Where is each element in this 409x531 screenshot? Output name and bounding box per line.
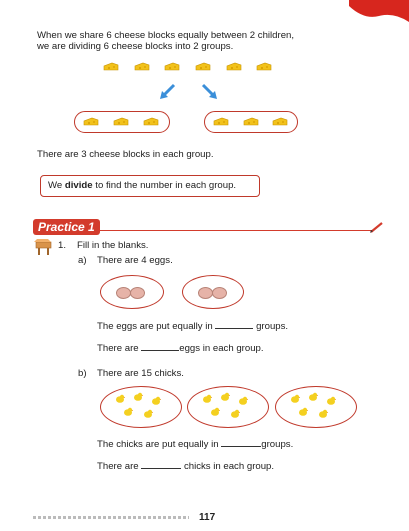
part-b-line-1 [97, 438, 293, 451]
cheese-icon [195, 62, 211, 71]
part-a-line-1-post: groups. [256, 321, 289, 332]
cheese-icon [113, 117, 129, 126]
divide-statement [48, 180, 236, 192]
egg-icon [212, 287, 227, 299]
chick-icon [143, 409, 153, 418]
part-b-statement: There are 15 chicks. [97, 368, 184, 379]
part-b-line-1-pre: The chicks are put equally in [97, 439, 219, 450]
practice-rule [100, 230, 374, 231]
practice-title: Practice 1 [33, 219, 100, 235]
result-text: There are 3 cheese blocks in each group. [37, 149, 214, 160]
cheese-group-right [204, 111, 298, 133]
part-b-line-2-pre: There are [97, 461, 139, 472]
chick-icon [298, 407, 308, 416]
chick-group-2 [187, 386, 269, 428]
blank-each-group-b[interactable] [141, 460, 181, 469]
intro-line-1: When we share 6 cheese blocks equally between 2 children, [37, 30, 295, 41]
blank-each-group-a[interactable] [141, 342, 179, 351]
question-number: 1. [58, 240, 67, 251]
page-number: 117 [199, 512, 216, 523]
part-b-line-2 [97, 460, 274, 473]
chick-icon [115, 394, 125, 403]
part-a-line-2-pre: There are [97, 343, 139, 354]
part-b-line-2-post: chicks in each group. [183, 461, 275, 472]
part-b-line-1-post: groups. [261, 439, 294, 450]
blank-groups-a[interactable] [215, 320, 253, 329]
pencil-icon [370, 221, 384, 233]
question-instruction: Fill in the blanks. [77, 240, 149, 251]
cheese-icon [256, 62, 272, 71]
cheese-icon [143, 117, 159, 126]
chick-icon [238, 396, 248, 405]
egg-group-1 [100, 275, 164, 309]
divide-pre: We [48, 180, 65, 191]
blank-groups-b[interactable] [221, 438, 261, 447]
cheese-icon [213, 117, 229, 126]
chick-icon [202, 394, 212, 403]
chick-icon [326, 396, 336, 405]
chick-group-3 [275, 386, 357, 428]
divide-box [40, 175, 260, 197]
cheese-icon [164, 62, 180, 71]
part-a-line-2 [97, 342, 264, 355]
cheese-icon [226, 62, 242, 71]
chick-icon [133, 392, 143, 401]
cheese-icon [243, 117, 259, 126]
cheese-icon [134, 62, 150, 71]
egg-group-2 [182, 275, 244, 309]
part-a-label: a) [78, 255, 87, 266]
part-a-statement: There are 4 eggs. [97, 255, 173, 266]
chick-icon [308, 392, 318, 401]
chick-icon [318, 409, 328, 418]
corner-decoration [349, 0, 409, 30]
cheese-icon [272, 117, 288, 126]
divide-post: to find the number in each group. [92, 180, 237, 191]
divide-bold: divide [64, 180, 93, 191]
chick-icon [220, 392, 230, 401]
desk-icon [33, 238, 53, 256]
cheese-icon [83, 117, 99, 126]
part-a-line-1 [97, 320, 288, 333]
chick-icon [123, 407, 133, 416]
cheese-icon [103, 62, 119, 71]
chick-group-1 [100, 386, 182, 428]
chick-icon [151, 396, 161, 405]
intro-line-2: we are dividing 6 cheese blocks into 2 groups. [37, 41, 234, 52]
egg-icon [116, 287, 131, 299]
arrow-down-right-icon [199, 82, 219, 102]
part-a-line-1-pre: The eggs are put equally in [97, 321, 213, 332]
chick-icon [230, 409, 240, 418]
cheese-group-left [74, 111, 170, 133]
part-a-line-2-post: eggs in each group. [179, 343, 264, 354]
chick-icon [290, 394, 300, 403]
egg-icon [198, 287, 213, 299]
footer-fineprint [33, 516, 189, 519]
arrow-down-left-icon [158, 82, 178, 102]
egg-icon [130, 287, 145, 299]
chick-icon [210, 407, 220, 416]
part-b-label: b) [78, 368, 87, 379]
